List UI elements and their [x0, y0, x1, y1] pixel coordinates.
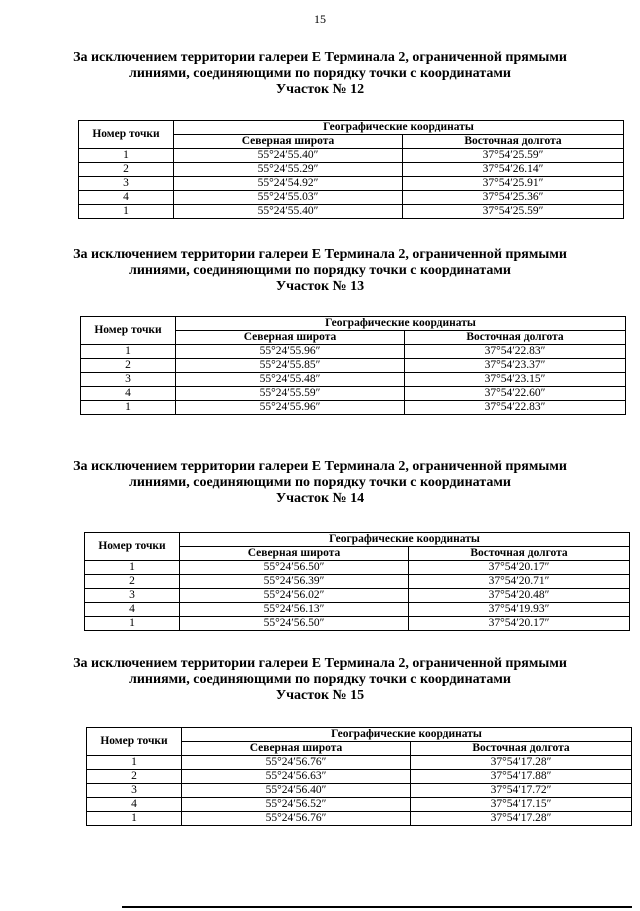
latitude-value: 55°24′56.50″ — [180, 617, 409, 631]
header-longitude: Восточная долгота — [405, 331, 626, 345]
header-latitude: Северная широта — [180, 547, 409, 561]
longitude-value: 37°54′17.72″ — [411, 784, 632, 798]
header-point-number: Номер точки — [87, 728, 182, 756]
table-row — [85, 575, 630, 589]
section-heading — [0, 459, 640, 507]
table-row — [85, 617, 630, 631]
coordinates-table — [84, 532, 630, 631]
header-longitude: Восточная долгота — [403, 135, 624, 149]
heading-line-2: линиями, соединяющими по порядку точки с координатами — [129, 475, 511, 490]
table-row — [85, 603, 630, 617]
point-number: 4 — [85, 603, 180, 617]
section-heading — [0, 656, 640, 704]
latitude-value: 55°24′55.48″ — [176, 373, 405, 387]
header-longitude: Восточная долгота — [409, 547, 630, 561]
heading-line-1: За исключением территории галереи Е Терминала 2, ограниченной прямыми — [73, 459, 567, 474]
point-number: 1 — [87, 812, 182, 826]
coordinates-table — [86, 727, 632, 826]
coordinates-table — [80, 316, 626, 415]
section-heading — [0, 50, 640, 98]
latitude-value: 55°24′55.96″ — [176, 401, 405, 415]
header-latitude: Северная широта — [182, 742, 411, 756]
point-number: 4 — [81, 387, 176, 401]
header-latitude: Северная широта — [174, 135, 403, 149]
heading-line-1: За исключением территории галереи Е Терминала 2, ограниченной прямыми — [73, 247, 567, 262]
section-plot-13 — [0, 247, 640, 295]
header-geo-coordinates: Географические координаты — [176, 317, 626, 331]
section-plot-12 — [0, 50, 640, 98]
coordinates-table — [78, 120, 624, 219]
header-latitude: Северная широта — [176, 331, 405, 345]
table-row — [87, 756, 632, 770]
latitude-value: 55°24′56.63″ — [182, 770, 411, 784]
longitude-value: 37°54′22.83″ — [405, 345, 626, 359]
longitude-value: 37°54′25.36″ — [403, 191, 624, 205]
longitude-value: 37°54′22.60″ — [405, 387, 626, 401]
longitude-value: 37°54′17.28″ — [411, 812, 632, 826]
latitude-value: 55°24′56.76″ — [182, 756, 411, 770]
longitude-value: 37°54′19.93″ — [409, 603, 630, 617]
latitude-value: 55°24′55.03″ — [174, 191, 403, 205]
plot-title: Участок № 13 — [275, 279, 365, 294]
longitude-value: 37°54′23.15″ — [405, 373, 626, 387]
table-row — [81, 345, 626, 359]
point-number: 4 — [87, 798, 182, 812]
table-row — [87, 798, 632, 812]
plot-title: Участок № 14 — [275, 491, 365, 506]
point-number: 1 — [85, 617, 180, 631]
table-row — [79, 205, 624, 219]
longitude-value: 37°54′20.48″ — [409, 589, 630, 603]
latitude-value: 55°24′56.76″ — [182, 812, 411, 826]
table-row — [85, 589, 630, 603]
point-number: 2 — [79, 163, 174, 177]
longitude-value: 37°54′25.59″ — [403, 149, 624, 163]
heading-line-1: За исключением территории галереи Е Терминала 2, ограниченной прямыми — [73, 656, 567, 671]
table-row — [81, 359, 626, 373]
latitude-value: 55°24′56.52″ — [182, 798, 411, 812]
header-point-number: Номер точки — [81, 317, 176, 345]
latitude-value: 55°24′55.29″ — [174, 163, 403, 177]
longitude-value: 37°54′22.83″ — [405, 401, 626, 415]
latitude-value: 55°24′56.39″ — [180, 575, 409, 589]
table-row — [79, 163, 624, 177]
longitude-value: 37°54′17.88″ — [411, 770, 632, 784]
latitude-value: 55°24′56.02″ — [180, 589, 409, 603]
latitude-value: 55°24′56.13″ — [180, 603, 409, 617]
longitude-value: 37°54′20.17″ — [409, 617, 630, 631]
longitude-value: 37°54′20.17″ — [409, 561, 630, 575]
latitude-value: 55°24′55.40″ — [174, 149, 403, 163]
page-number: 15 — [314, 12, 326, 26]
point-number: 3 — [81, 373, 176, 387]
longitude-value: 37°54′17.15″ — [411, 798, 632, 812]
header-geo-coordinates: Географические координаты — [174, 121, 624, 135]
header-geo-coordinates: Географические координаты — [182, 728, 632, 742]
table-row — [87, 784, 632, 798]
table-row — [79, 191, 624, 205]
point-number: 1 — [81, 345, 176, 359]
point-number: 2 — [85, 575, 180, 589]
table-row — [85, 561, 630, 575]
heading-line-2: линиями, соединяющими по порядку точки с координатами — [129, 672, 511, 687]
longitude-value: 37°54′20.71″ — [409, 575, 630, 589]
heading-line-2: линиями, соединяющими по порядку точки с координатами — [129, 66, 511, 81]
header-geo-coordinates: Географические координаты — [180, 533, 630, 547]
point-number: 2 — [81, 359, 176, 373]
latitude-value: 55°24′55.96″ — [176, 345, 405, 359]
section-heading — [0, 247, 640, 295]
plot-title: Участок № 12 — [275, 82, 365, 97]
point-number: 3 — [87, 784, 182, 798]
point-number: 3 — [79, 177, 174, 191]
point-number: 4 — [79, 191, 174, 205]
table-row — [79, 177, 624, 191]
point-number: 1 — [81, 401, 176, 415]
heading-line-2: линиями, соединяющими по порядку точки с координатами — [129, 263, 511, 278]
plot-title: Участок № 15 — [275, 688, 365, 703]
scan-edge-line — [122, 906, 632, 908]
point-number: 1 — [85, 561, 180, 575]
header-point-number: Номер точки — [79, 121, 174, 149]
latitude-value: 55°24′55.59″ — [176, 387, 405, 401]
table-row — [87, 770, 632, 784]
longitude-value: 37°54′25.59″ — [403, 205, 624, 219]
heading-line-1: За исключением территории галереи Е Терминала 2, ограниченной прямыми — [73, 50, 567, 65]
point-number: 3 — [85, 589, 180, 603]
point-number: 1 — [79, 149, 174, 163]
table-row — [81, 401, 626, 415]
point-number: 1 — [79, 205, 174, 219]
latitude-value: 55°24′56.50″ — [180, 561, 409, 575]
longitude-value: 37°54′23.37″ — [405, 359, 626, 373]
latitude-value: 55°24′56.40″ — [182, 784, 411, 798]
point-number: 1 — [87, 756, 182, 770]
header-longitude: Восточная долгота — [411, 742, 632, 756]
longitude-value: 37°54′26.14″ — [403, 163, 624, 177]
latitude-value: 55°24′55.85″ — [176, 359, 405, 373]
longitude-value: 37°54′25.91″ — [403, 177, 624, 191]
table-row — [81, 387, 626, 401]
section-plot-14 — [0, 459, 640, 507]
latitude-value: 55°24′54.92″ — [174, 177, 403, 191]
section-plot-15 — [0, 656, 640, 704]
table-row — [79, 149, 624, 163]
point-number: 2 — [87, 770, 182, 784]
table-row — [81, 373, 626, 387]
header-point-number: Номер точки — [85, 533, 180, 561]
latitude-value: 55°24′55.40″ — [174, 205, 403, 219]
longitude-value: 37°54′17.28″ — [411, 756, 632, 770]
table-row — [87, 812, 632, 826]
